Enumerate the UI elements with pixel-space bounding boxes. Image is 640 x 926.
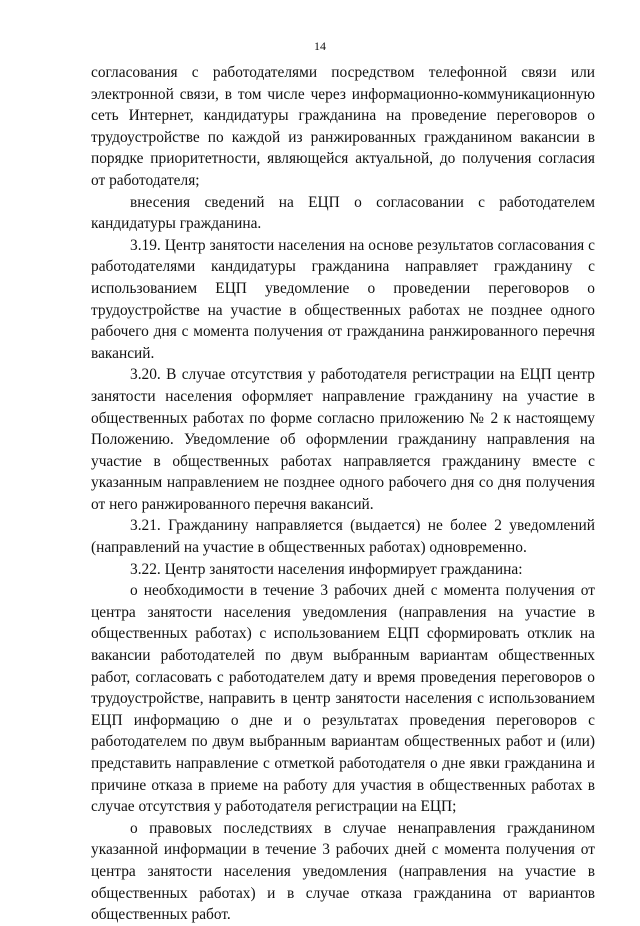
paragraph-necessity: о необходимости в течение 3 рабочих дней с момента получения от центра занятости населения уведомления (направления на участие в общественных работах) с использованием ЕЦП сформировать отклик на вакансии работодателей по двум выбранным вариантам общественных работ, согласовать с работодателем дату и время проведения переговоров о трудоустройстве, направить в центр занятости населения с использованием ЕЦП информацию о дне и о результатах проведения переговоров с работодателем по двум выбранным вариантам общественных работ и (или) представить направление с отметкой работодателя о дне явки гражданина и причине отказа в приеме на работу для участия в общественных работах в случае отсутствия у работодателя регистрации на ЕЦП;: [91, 582, 595, 816]
paragraph-3-19: 3.19. Центр занятости населения на основе результатов согласования с работодателями кандидатуры гражданина направляет гражданину с использованием ЕЦП уведомление о проведении переговоров о трудоустройстве на участие в общественных работах не позднее одного рабочего дня с момента получения от гражданина ранжированного перечня вакансий.: [91, 236, 595, 362]
paragraph-3-20: 3.20. В случае отсутствия у работодателя регистрации на ЕЦП центр занятости населения оформляет направление гражданину на участие в общественных работах по форме согласно приложению № 2 к настоящему Положению. Уведомление об оформлении гражданину направления на участие в общественных работах направляется гражданину вместе с указанным направлением не позднее одного рабочего дня со дня получения от него ранжированного перечня вакансий.: [91, 366, 595, 513]
paragraph-3-22: 3.22. Центр занятости населения информирует гражданина:: [130, 560, 523, 578]
paragraph-legal-consequences: о правовых последствиях в случае ненаправления гражданином указанной информации в течение 3 рабочих дней с момента получения от центра занятости населения уведомления (направления на участие в общественных работах) и в случае отказа гражданина от вариантов общественных работ.: [91, 819, 595, 924]
paragraph-ecp-entry: внесения сведений на ЕЦП о согласовании с работодателем кандидатуры гражданина.: [91, 193, 595, 233]
page-number: 14: [314, 39, 326, 53]
document-body: [91, 62, 595, 926]
paragraph-continuation: согласования с работодателями посредством телефонной связи или электронной связи, в том числе через информационно-коммуникационную сеть Интернет, кандидатуры гражданина на проведение переговоров о трудоустройстве по каждой из ранжированных гражданином вакансии в порядке приоритетности, являющейся актуальной, до получения согласия от работодателя;: [91, 64, 595, 189]
paragraph-3-21: 3.21. Гражданину направляется (выдается) не более 2 уведомлений (направлений на участие в общественных работах) одновременно.: [91, 517, 595, 557]
